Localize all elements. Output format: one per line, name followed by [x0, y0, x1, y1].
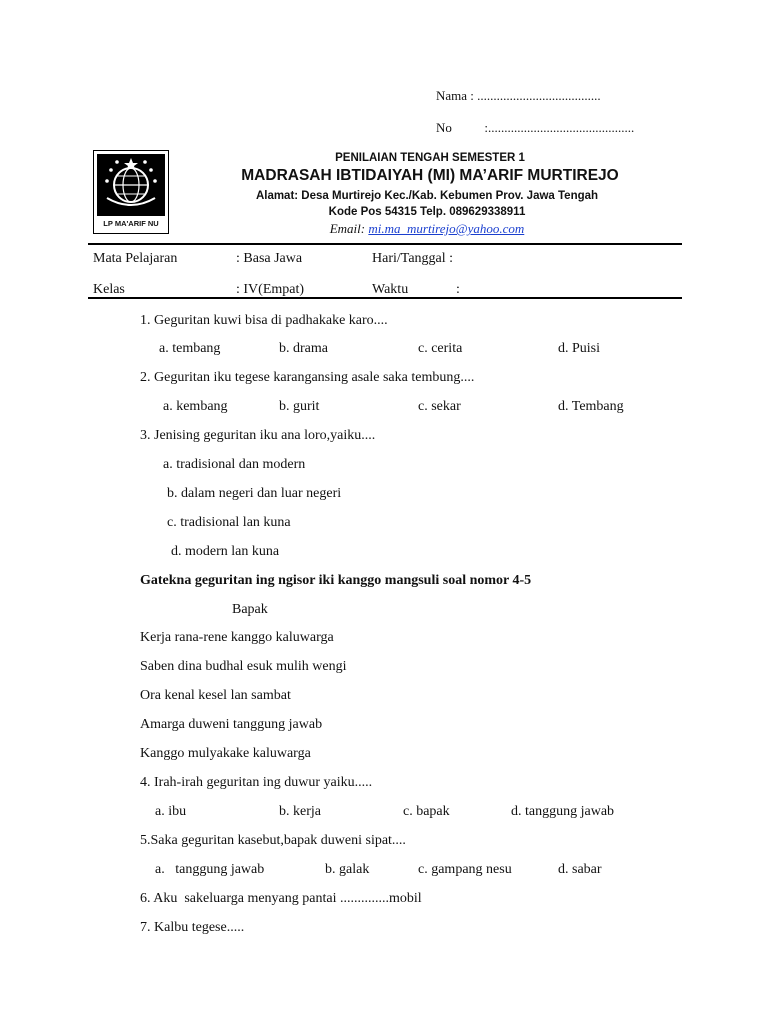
question-6: 6. Aku sakeluarga menyang pantai ..............mobil: [140, 891, 422, 906]
q5-option-c: c. gampang nesu: [418, 862, 512, 877]
question-3: 3. Jenising geguritan iku ana loro,yaiku....: [140, 428, 376, 443]
no-field: [436, 120, 634, 136]
poem-line: Kerja rana-rene kanggo kaluwarga: [140, 630, 334, 645]
date-label: Hari/Tanggal :: [372, 251, 454, 266]
q5-option-b: b. galak: [325, 862, 370, 877]
school-postal: Kode Pos 54315 Telp. 089629338911: [328, 206, 526, 218]
q1-option-c: c. cerita: [418, 341, 463, 356]
q5-option-a: a. tanggung jawab: [155, 862, 265, 877]
poem-line: Amarga duweni tanggung jawab: [140, 717, 323, 732]
question-4: 4. Irah-irah geguritan ing duwur yaiku.....: [140, 775, 373, 790]
q4-option-b: b. kerja: [279, 804, 321, 819]
q2-option-a: a. kembang: [163, 399, 228, 414]
email-link[interactable]: mi.ma_murtirejo@yahoo.com: [368, 221, 525, 236]
q1-option-b: b. drama: [279, 341, 328, 356]
q5-option-d: d. sabar: [558, 862, 602, 877]
q3-option-a: a. tradisional dan modern: [163, 457, 306, 472]
question-7: 7. Kalbu tegese.....: [140, 920, 245, 935]
poem-line: Kanggo mulyakake kaluwarga: [140, 746, 311, 761]
question-2: 2. Geguritan iku tegese karangansing asale saka tembung....: [140, 370, 475, 385]
poem-instruction: Gatekna geguritan ing ngisor iki kanggo mangsuli soal nomor 4-5: [140, 573, 532, 588]
question-5: 5.Saka geguritan kasebut,bapak duweni sipat....: [140, 833, 406, 848]
time-colon: :: [456, 282, 460, 297]
q4-option-c: c. bapak: [403, 804, 450, 819]
logo-caption: LP MA'ARIF NU: [103, 219, 159, 228]
time-label: Waktu: [372, 282, 409, 297]
q1-option-a: a. tembang: [159, 341, 221, 356]
q4-option-a: a. ibu: [155, 804, 187, 819]
q2-option-b: b. gurit: [279, 399, 320, 414]
email-label: Email:: [329, 221, 366, 236]
no-dots: :.......................................: [484, 120, 615, 135]
exam-title: PENILAIAN TENGAH SEMESTER 1: [335, 152, 525, 164]
subject-label: Mata Pelajaran: [93, 251, 178, 266]
q3-option-c: c. tradisional lan kuna: [167, 515, 291, 530]
q3-option-b: b. dalam negeri dan luar negeri: [167, 486, 342, 501]
no-dots-tail: ......: [614, 120, 635, 135]
subject-value: : Basa Jawa: [236, 251, 303, 266]
poem-line: Ora kenal kesel lan sambat: [140, 688, 291, 703]
school-name: MADRASAH IBTIDAIYAH (MI) MA’ARIF MURTIREJO: [241, 167, 619, 184]
q1-option-d: d. Puisi: [558, 341, 601, 356]
class-value: : IV(Empat): [236, 282, 305, 297]
school-address: Alamat: Desa Murtirejo Kec./Kab. Kebumen Prov. Jawa Tengah: [255, 190, 599, 202]
question-1: 1. Geguritan kuwi bisa di padhakake karo....: [140, 313, 388, 328]
class-label: Kelas: [93, 282, 125, 297]
school-email-line: [0, 221, 768, 237]
q2-option-d: d. Tembang: [558, 399, 624, 414]
nama-label: Nama: [436, 88, 468, 103]
q3-option-d: d. modern lan kuna: [171, 544, 280, 559]
q2-option-c: c. sekar: [418, 399, 461, 414]
nama-field: [436, 88, 601, 104]
q4-option-d: d. tanggung jawab: [511, 804, 615, 819]
poem-line: Saben dina budhal esuk mulih wengi: [140, 659, 347, 674]
poem-title: Bapak: [232, 602, 268, 617]
nama-dots: : ......................................: [470, 88, 601, 103]
no-label: No: [436, 120, 452, 135]
header-divider: [88, 243, 682, 245]
